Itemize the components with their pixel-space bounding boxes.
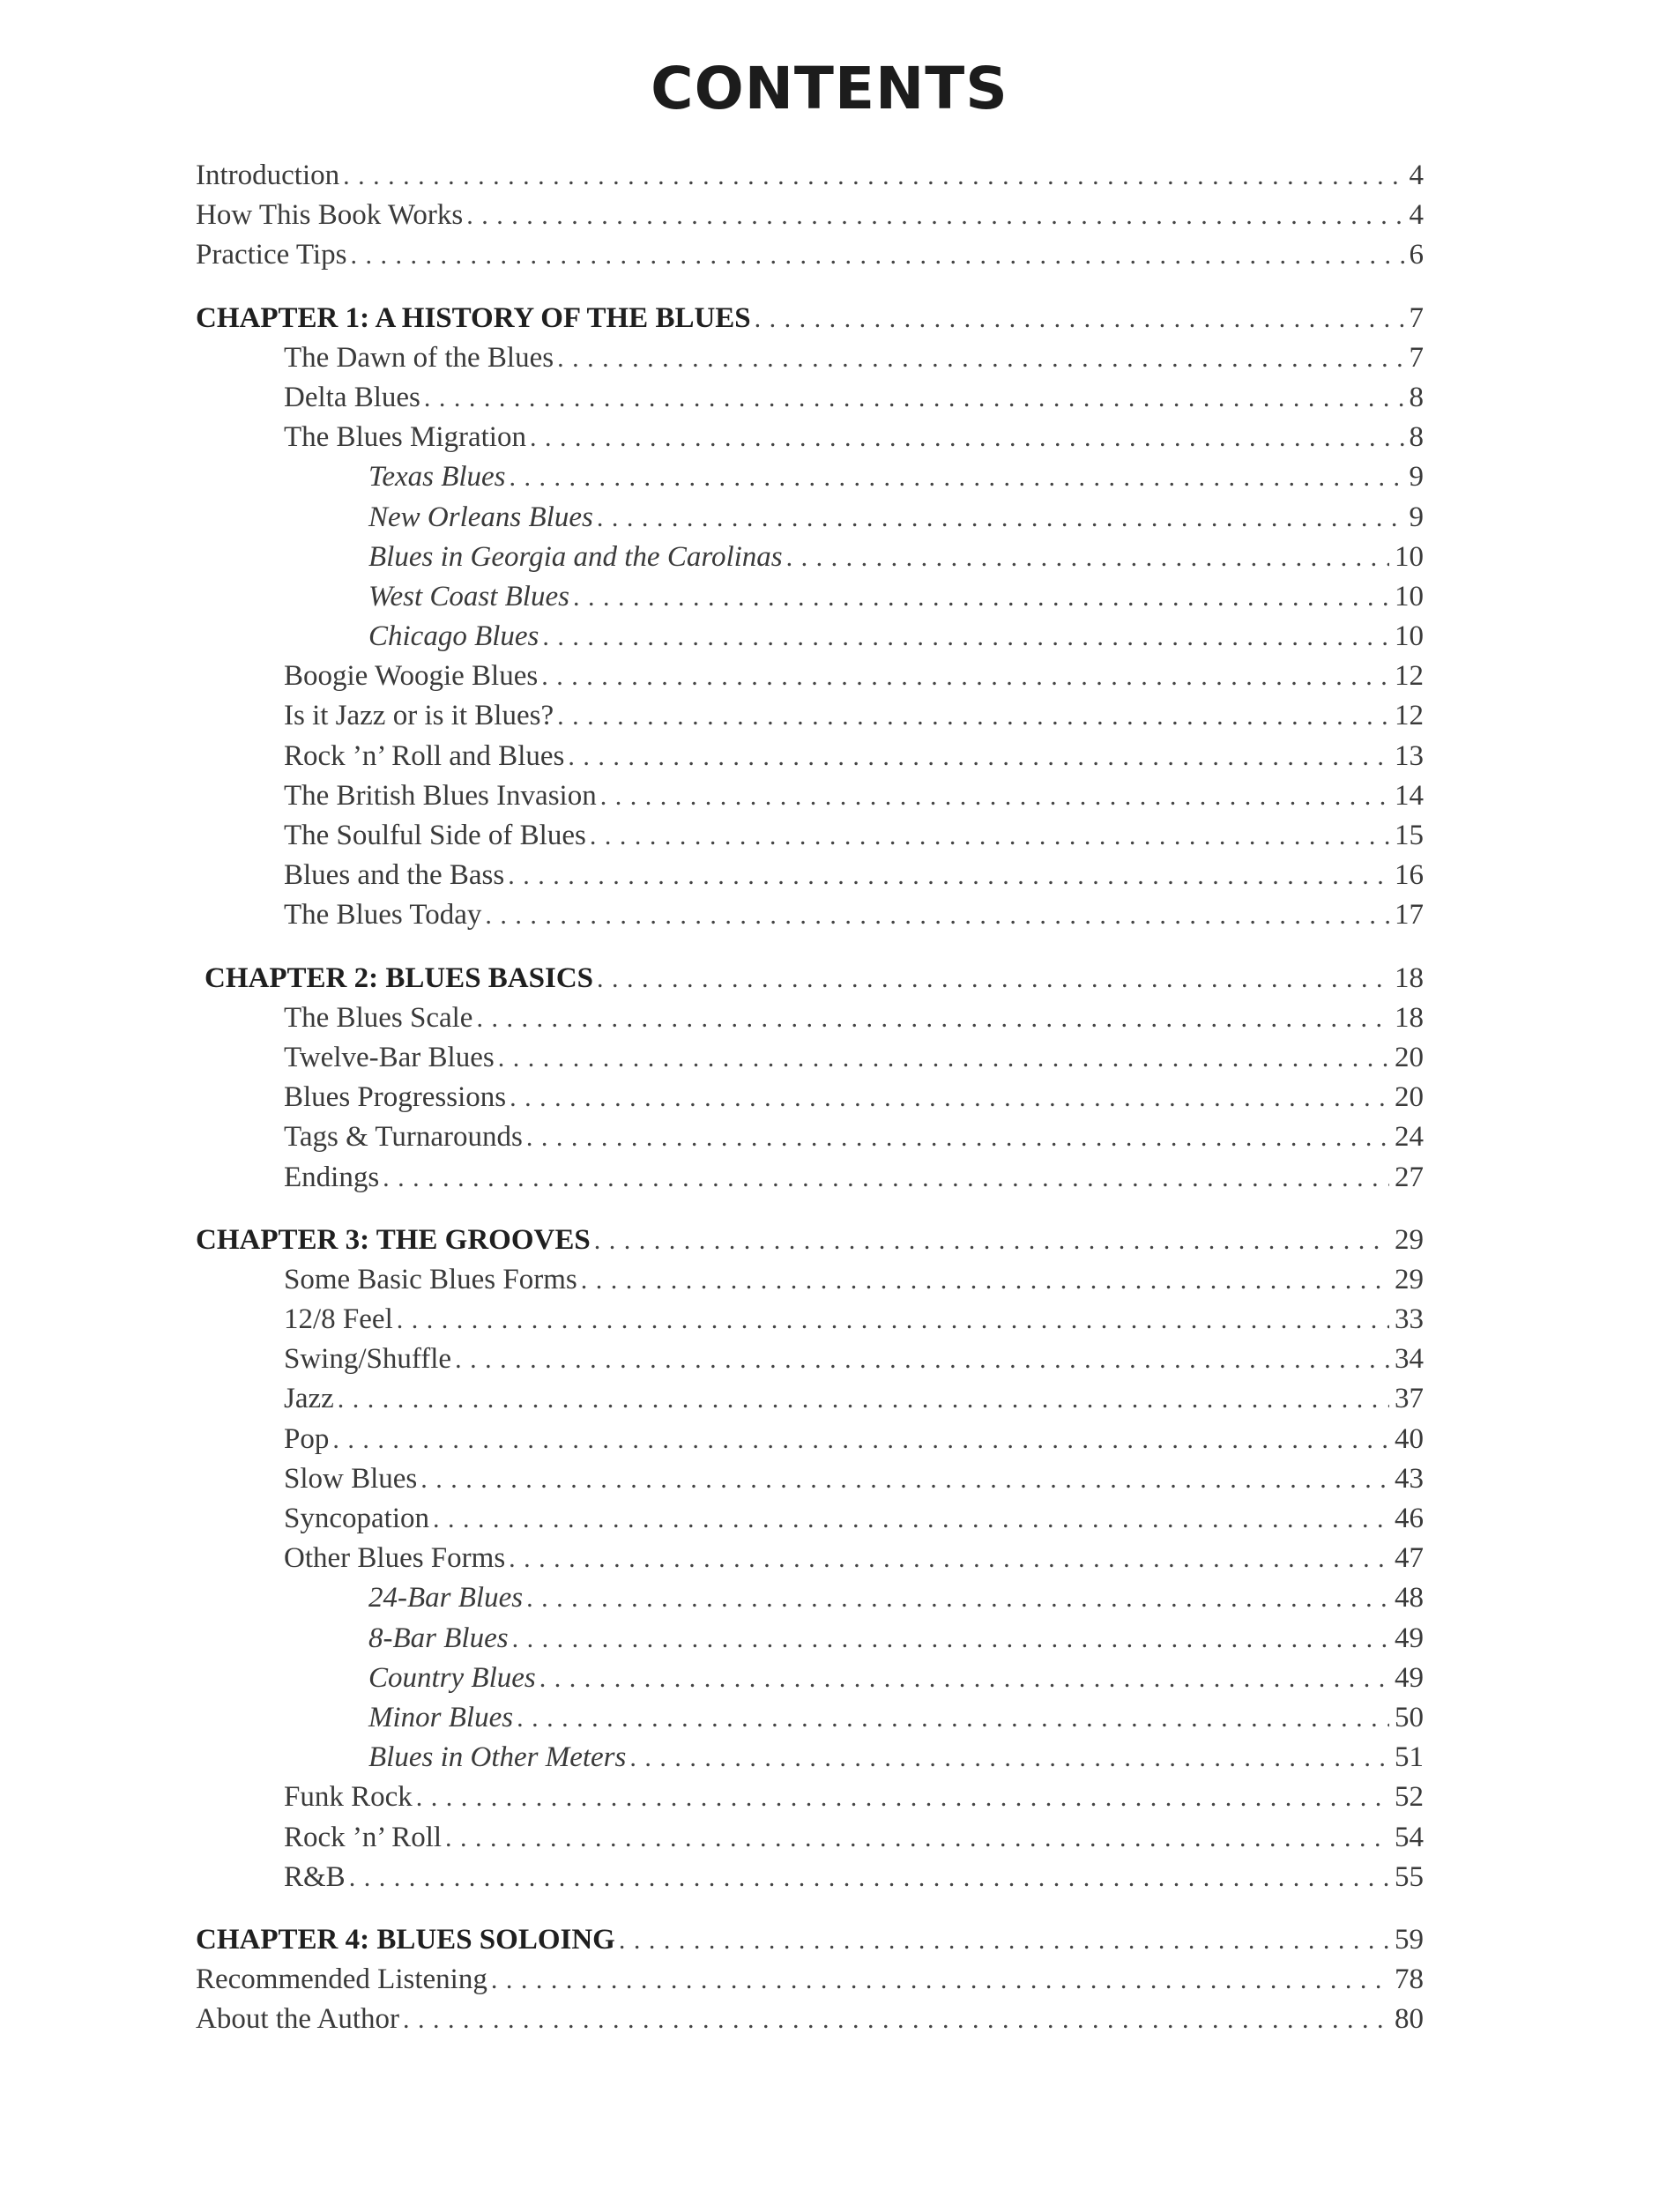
toc-entry[interactable] (196, 199, 1424, 239)
toc-entry-label: Practice Tips (196, 239, 347, 271)
toc-page-number: 46 (1395, 1503, 1424, 1534)
dot-leader (343, 161, 1403, 191)
dot-leader (416, 1783, 1389, 1813)
toc-section (196, 962, 1424, 1201)
toc-entry-label: Endings (284, 1161, 380, 1193)
toc-page-number: 10 (1395, 620, 1424, 653)
toc-entry-label: Pop (284, 1422, 330, 1455)
toc-entry[interactable] (196, 2003, 1424, 2043)
toc-page-number: 20 (1395, 1081, 1424, 1114)
toc-entry[interactable] (196, 581, 1424, 620)
dot-leader (338, 1384, 1389, 1414)
toc-page-number: 7 (1409, 301, 1424, 334)
toc-entry-label: Slow Blues (284, 1462, 418, 1495)
toc-entry-label: West Coast Blues (368, 580, 569, 612)
toc-entry-label: Blues in Georgia and the Carolinas (368, 540, 783, 573)
toc-entry[interactable] (196, 899, 1424, 939)
toc-entry[interactable] (196, 1162, 1424, 1201)
toc-entry-label: CHAPTER 1: A HISTORY OF THE BLUES (196, 301, 751, 334)
dot-leader (530, 423, 1404, 453)
toc-page-number: 49 (1395, 1661, 1424, 1694)
toc-entry-label: The Dawn of the Blues (284, 341, 554, 374)
dot-leader (542, 622, 1389, 652)
toc-entry-label: The Blues Today (284, 899, 482, 932)
dot-leader (485, 901, 1389, 931)
toc-page-number: 17 (1395, 899, 1424, 932)
toc-entry-label: Chicago Blues (368, 620, 539, 653)
dot-leader (433, 1504, 1389, 1534)
toc-page-number: 6 (1409, 239, 1424, 271)
toc-page-number: 50 (1395, 1701, 1424, 1733)
dot-leader (349, 1863, 1389, 1893)
toc-page-number: 40 (1395, 1422, 1424, 1455)
toc-chapter-entry[interactable] (196, 302, 1424, 342)
toc-entry-label: Boogie Woogie Blues (284, 660, 539, 693)
toc-entry-label: The Soulful Side of Blues (284, 820, 586, 851)
toc-entry-label: Some Basic Blues Forms (284, 1263, 577, 1295)
toc-entry-label: Rock ’n’ Roll (284, 1821, 443, 1853)
toc-page-number: 14 (1395, 779, 1424, 812)
toc-page-number: 15 (1395, 820, 1424, 851)
dot-leader (526, 1123, 1389, 1153)
toc-entry[interactable] (196, 239, 1424, 278)
toc-entry-label: 24-Bar Blues (368, 1582, 524, 1614)
toc-page-number: 34 (1395, 1343, 1424, 1376)
toc-entry[interactable] (196, 740, 1424, 780)
dot-leader (590, 821, 1389, 851)
dot-leader (466, 201, 1403, 231)
dot-leader (445, 1823, 1389, 1853)
toc-section (196, 1924, 1424, 2044)
dot-leader (629, 1743, 1389, 1773)
toc-page-number: 4 (1409, 160, 1424, 191)
toc-entry[interactable] (196, 342, 1424, 382)
dot-leader (541, 662, 1389, 692)
toc-entry[interactable] (196, 382, 1424, 421)
toc-entry[interactable] (196, 1343, 1424, 1383)
toc-page-number: 13 (1395, 739, 1424, 772)
dot-leader (420, 1465, 1389, 1495)
toc-entry[interactable] (196, 1542, 1424, 1582)
toc-entry[interactable] (196, 700, 1424, 739)
dot-leader (581, 1266, 1389, 1295)
toc-chapter-entry[interactable] (196, 962, 1424, 1002)
dot-leader (498, 1043, 1389, 1073)
toc-chapter-entry[interactable] (196, 1224, 1424, 1264)
dot-leader (512, 1624, 1389, 1654)
toc-entry-label: The Blues Migration (284, 421, 526, 454)
toc-page-number: 12 (1395, 660, 1424, 693)
toc-entry-label: Blues and the Bass (284, 859, 505, 892)
toc-section (196, 160, 1424, 279)
page-title: CONTENTS (651, 55, 1008, 122)
toc-page-number: 20 (1395, 1041, 1424, 1073)
toc-entry[interactable] (196, 660, 1424, 700)
toc-page-number: 24 (1395, 1121, 1424, 1154)
toc-entry-label: Syncopation (284, 1503, 429, 1534)
toc-entry[interactable] (196, 1582, 1424, 1622)
toc-entry-label: New Orleans Blues (368, 501, 593, 533)
toc-entry-label: Other Blues Forms (284, 1542, 506, 1575)
toc-page-number: 37 (1395, 1383, 1424, 1415)
toc-entry-label: How This Book Works (196, 199, 464, 232)
toc-entry-label: Tags & Turnarounds (284, 1121, 523, 1154)
section-gap (196, 279, 1424, 302)
toc-entry[interactable] (196, 461, 1424, 501)
toc-page-number: 4 (1409, 199, 1424, 232)
toc-entry[interactable] (196, 1781, 1424, 1821)
toc-entry[interactable] (196, 620, 1424, 660)
dot-leader (332, 1425, 1389, 1455)
dot-leader (526, 1584, 1389, 1614)
dot-leader (424, 383, 1404, 413)
toc-entry-label: Blues Progressions (284, 1081, 507, 1114)
toc-entry-label: Minor Blues (368, 1701, 514, 1733)
dot-leader (455, 1345, 1389, 1375)
dot-leader (619, 1926, 1389, 1956)
toc-page-number: 7 (1409, 341, 1424, 374)
toc-section (196, 1224, 1424, 1901)
toc-entry-label: CHAPTER 4: BLUES SOLOING (196, 1923, 615, 1956)
toc-entry[interactable] (196, 501, 1424, 541)
toc-entry-label: About the Author (196, 2003, 399, 2036)
toc-entry[interactable] (196, 1002, 1424, 1042)
toc-page-number: 10 (1395, 580, 1424, 612)
dot-leader (383, 1163, 1389, 1193)
toc-page-number: 47 (1395, 1542, 1424, 1575)
toc-entry-label: Delta Blues (284, 381, 420, 413)
toc-entry-label: 8-Bar Blues (368, 1622, 509, 1654)
toc-entry[interactable] (196, 1622, 1424, 1662)
toc-page-number: 49 (1395, 1622, 1424, 1654)
toc-chapter-entry[interactable] (196, 1924, 1424, 1963)
toc-entry-label: Swing/Shuffle (284, 1343, 452, 1376)
dot-leader (539, 1664, 1389, 1694)
toc-page-number: 33 (1395, 1303, 1424, 1336)
toc-section (196, 302, 1424, 939)
dot-leader (786, 543, 1389, 573)
dot-leader (508, 861, 1389, 891)
toc-entry-label: Jazz (284, 1383, 334, 1415)
toc-page-number: 51 (1395, 1741, 1424, 1774)
section-gap (196, 939, 1424, 962)
toc-entry[interactable] (196, 1503, 1424, 1542)
toc-entry-label: CHAPTER 3: THE GROOVES (196, 1223, 591, 1256)
dot-leader (557, 344, 1403, 374)
dot-leader (509, 1544, 1389, 1574)
toc-page-number: 54 (1395, 1821, 1424, 1853)
toc-page-number: 80 (1395, 2003, 1424, 2036)
toc-page-number: 48 (1395, 1582, 1424, 1614)
toc-page-number: 55 (1395, 1860, 1424, 1893)
toc-entry-label: Is it Jazz or is it Blues? (284, 700, 554, 732)
toc-page-number: 18 (1395, 961, 1424, 994)
toc-entry[interactable] (196, 1081, 1424, 1121)
dot-leader (510, 463, 1404, 493)
toc-page-number: 16 (1395, 859, 1424, 892)
toc-entry-label: Country Blues (368, 1661, 536, 1694)
toc-entry[interactable] (196, 1741, 1424, 1781)
toc-page-number: 9 (1409, 461, 1424, 494)
toc-entry-label: Introduction (196, 160, 340, 191)
toc-entry[interactable] (196, 541, 1424, 581)
toc-page-number: 18 (1395, 1001, 1424, 1034)
toc-entry[interactable] (196, 859, 1424, 899)
toc-entry[interactable] (196, 1383, 1424, 1422)
toc-entry[interactable] (196, 421, 1424, 461)
dot-leader (491, 1965, 1389, 1995)
dot-leader (397, 1305, 1389, 1335)
dot-leader (510, 1083, 1389, 1113)
dot-leader (597, 503, 1404, 533)
toc-page-number: 8 (1409, 381, 1424, 413)
dot-leader (600, 782, 1389, 812)
toc-entry[interactable] (196, 780, 1424, 820)
toc-page-number: 12 (1395, 700, 1424, 732)
toc-entry[interactable] (196, 1702, 1424, 1741)
toc-entry[interactable] (196, 820, 1424, 859)
dot-leader (755, 304, 1404, 334)
toc-page-number: 27 (1395, 1161, 1424, 1193)
toc-entry-label: CHAPTER 2: BLUES BASICS (205, 961, 594, 994)
toc-entry-label: Rock ’n’ Roll and Blues (284, 739, 565, 772)
dot-leader (350, 241, 1403, 271)
toc-entry-label: Twelve-Bar Blues (284, 1041, 495, 1073)
toc-entry[interactable] (196, 1463, 1424, 1503)
toc-entry-label: The Blues Scale (284, 1001, 473, 1034)
toc-page-number: 78 (1395, 1963, 1424, 1996)
section-gap (196, 1901, 1424, 1924)
toc-entry[interactable] (196, 1861, 1424, 1901)
dot-leader (594, 1226, 1389, 1256)
dot-leader (597, 964, 1389, 994)
toc-page-number: 29 (1395, 1223, 1424, 1256)
toc-entry[interactable] (196, 160, 1424, 199)
toc-entry[interactable] (196, 1121, 1424, 1161)
toc-entry-label: R&B (284, 1860, 346, 1893)
toc-entry[interactable] (196, 1822, 1424, 1861)
section-gap (196, 1201, 1424, 1224)
toc-entry-label: Recommended Listening (196, 1963, 487, 1996)
dot-leader (517, 1704, 1389, 1733)
toc-page-number: 52 (1395, 1781, 1424, 1814)
table-of-contents (196, 160, 1424, 2043)
toc-entry[interactable] (196, 1662, 1424, 1702)
toc-page-number: 10 (1395, 540, 1424, 573)
toc-page-number: 8 (1409, 421, 1424, 454)
dot-leader (476, 1004, 1389, 1034)
toc-entry[interactable] (196, 1303, 1424, 1343)
toc-entry-label: 12/8 Feel (284, 1303, 393, 1336)
toc-entry-label: Texas Blues (368, 461, 506, 494)
dot-leader (568, 742, 1389, 772)
dot-leader (403, 2005, 1389, 2035)
toc-entry[interactable] (196, 1423, 1424, 1463)
toc-entry-label: Blues in Other Meters (368, 1741, 627, 1774)
toc-entry[interactable] (196, 1042, 1424, 1081)
toc-page-number: 43 (1395, 1462, 1424, 1495)
dot-leader (573, 583, 1389, 612)
toc-entry[interactable] (196, 1963, 1424, 2003)
toc-entry[interactable] (196, 1264, 1424, 1303)
toc-page-number: 29 (1395, 1263, 1424, 1295)
dot-leader (557, 701, 1389, 731)
toc-entry-label: Funk Rock (284, 1781, 413, 1814)
toc-page-number: 59 (1395, 1923, 1424, 1956)
toc-entry-label: The British Blues Invasion (284, 779, 597, 812)
toc-page-number: 9 (1409, 501, 1424, 533)
